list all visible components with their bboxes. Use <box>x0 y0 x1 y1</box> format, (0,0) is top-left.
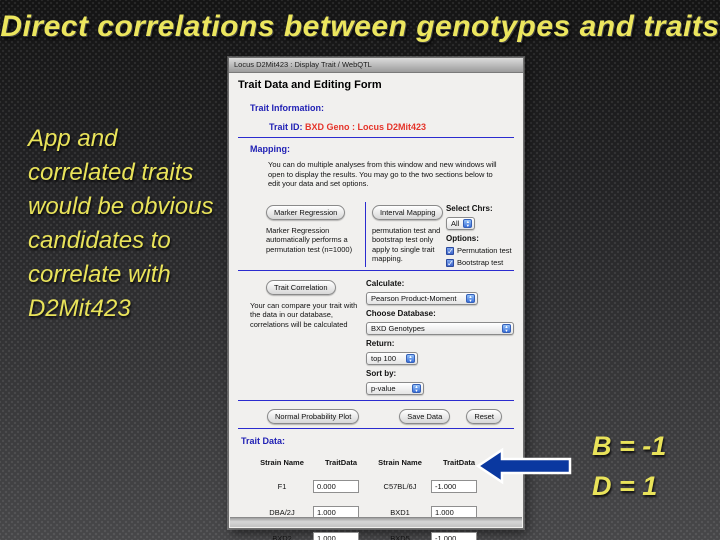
side-note <box>28 122 213 326</box>
column-header: Strain Name <box>378 457 422 467</box>
interval-mapping-note: permutation test and bootstrap test only apply to single trait mapping. <box>371 225 441 263</box>
dropdown-stepper-icon <box>463 219 472 228</box>
strain-name: F1 <box>277 481 287 491</box>
annotation-line-d: D = 1 <box>592 471 658 501</box>
return-label: Return: <box>366 338 395 348</box>
side-note-line: would be obvious <box>28 193 214 220</box>
interval-mapping-column <box>372 202 442 267</box>
chrs-select[interactable] <box>446 217 475 230</box>
window-titlebar: Locus D2Mit423 : Display Trait / WebQTL <box>229 58 523 73</box>
return-select-value: top 100 <box>371 353 397 363</box>
strain-name: C57BL/6J <box>383 481 417 491</box>
trait-value-input[interactable] <box>313 480 359 493</box>
strain-name: DBA/2J <box>269 507 295 517</box>
strain-name: BXD1 <box>390 507 410 517</box>
calculate-select[interactable] <box>366 292 478 305</box>
correlation-section <box>250 277 514 397</box>
trait-value-cell <box>431 532 487 540</box>
bootstrap-test-option[interactable] <box>446 258 514 267</box>
correlation-left-column <box>250 277 366 397</box>
trait-information-label: Trait Information: <box>250 103 324 113</box>
database-select[interactable] <box>366 322 514 335</box>
strain-name: BXD5 <box>390 533 410 540</box>
choose-database-label: Choose Database: <box>366 308 436 318</box>
mapping-intro: You can do multiple analyses from this window and new windows will open to display the results. You may go to the two sections below to edit your data and set options. <box>268 160 497 188</box>
column-header: TraitData <box>442 457 476 467</box>
section-divider <box>238 428 514 429</box>
section-divider <box>238 137 514 138</box>
form-heading: Trait Data and Editing Form <box>238 79 382 91</box>
trait-correlation-note: Your can compare your trait with the data in our database, correlations will be calculated <box>250 300 358 329</box>
side-note-line: correlate with <box>28 261 171 288</box>
marker-regression-button[interactable]: Marker Regression <box>266 205 345 220</box>
checkbox-checked-icon[interactable]: ✓ <box>446 246 454 256</box>
side-note-line: correlated traits <box>28 159 194 186</box>
trait-value-input[interactable] <box>431 532 477 540</box>
chrs-select-value: All <box>450 218 460 228</box>
vertical-divider <box>365 202 366 267</box>
save-data-button[interactable]: Save Data <box>399 409 450 424</box>
correlation-right-column <box>366 277 514 397</box>
normal-probability-plot-button[interactable]: Normal Probability Plot <box>267 409 359 424</box>
trait-value-cell <box>313 532 369 540</box>
trait-value-cell <box>313 480 369 493</box>
section-divider <box>238 400 514 401</box>
side-note-line: D2Mit423 <box>28 295 131 322</box>
trait-value-input[interactable] <box>313 532 359 540</box>
reset-button[interactable]: Reset <box>466 409 502 424</box>
dropdown-stepper-icon <box>466 294 475 303</box>
interval-mapping-button[interactable]: Interval Mapping <box>372 205 443 220</box>
side-note-line: candidates to <box>28 227 171 254</box>
database-select-value: BXD Genotypes <box>371 323 425 333</box>
column-header: TraitData <box>324 457 358 467</box>
options-label: Options: <box>445 233 479 243</box>
dropdown-stepper-icon <box>406 354 415 363</box>
strain-name: BXD2 <box>272 533 292 540</box>
sort-by-label: Sort by: <box>366 368 397 378</box>
trait-id-label: Trait ID: <box>269 122 303 132</box>
mapping-label: Mapping: <box>250 144 290 154</box>
side-note-line: App and <box>28 125 118 152</box>
chromosome-options-column <box>446 202 514 267</box>
return-select[interactable] <box>366 352 418 365</box>
section-divider <box>238 270 514 271</box>
mapping-section <box>266 202 514 267</box>
calculate-select-value: Pearson Product-Moment <box>371 293 457 303</box>
dropdown-stepper-icon <box>412 384 421 393</box>
actions-row <box>248 409 514 424</box>
trait-id-row <box>269 122 514 132</box>
trait-correlation-button[interactable]: Trait Correlation <box>266 280 336 295</box>
calculate-label: Calculate: <box>366 278 405 288</box>
select-chrs-label: Select Chrs: <box>445 203 493 213</box>
marker-regression-column <box>266 202 359 267</box>
sort-by-select[interactable] <box>366 382 424 395</box>
marker-regression-note: Marker Regression automatically performs a permutation test (n=1000) <box>266 225 353 254</box>
genotype-annotation <box>592 426 666 506</box>
checkbox-checked-icon[interactable]: ✓ <box>446 258 454 268</box>
horizontal-scrollbar[interactable] <box>230 517 522 527</box>
slide-title: Direct correlations between genotypes and traits <box>0 10 720 43</box>
bootstrap-test-label: Bootstrap test <box>456 257 504 267</box>
trait-data-label: Trait Data: <box>241 435 286 446</box>
sort-by-select-value: p-value <box>371 383 396 393</box>
permutation-test-label: Permutation test <box>456 245 512 255</box>
column-header: Strain Name <box>260 457 304 467</box>
permutation-test-option[interactable] <box>446 246 514 255</box>
annotation-line-b: B = -1 <box>592 431 667 461</box>
dropdown-stepper-icon <box>502 324 511 333</box>
left-arrow-icon <box>466 443 578 489</box>
trait-id-value: BXD Geno : Locus D2Mit423 <box>305 122 427 132</box>
